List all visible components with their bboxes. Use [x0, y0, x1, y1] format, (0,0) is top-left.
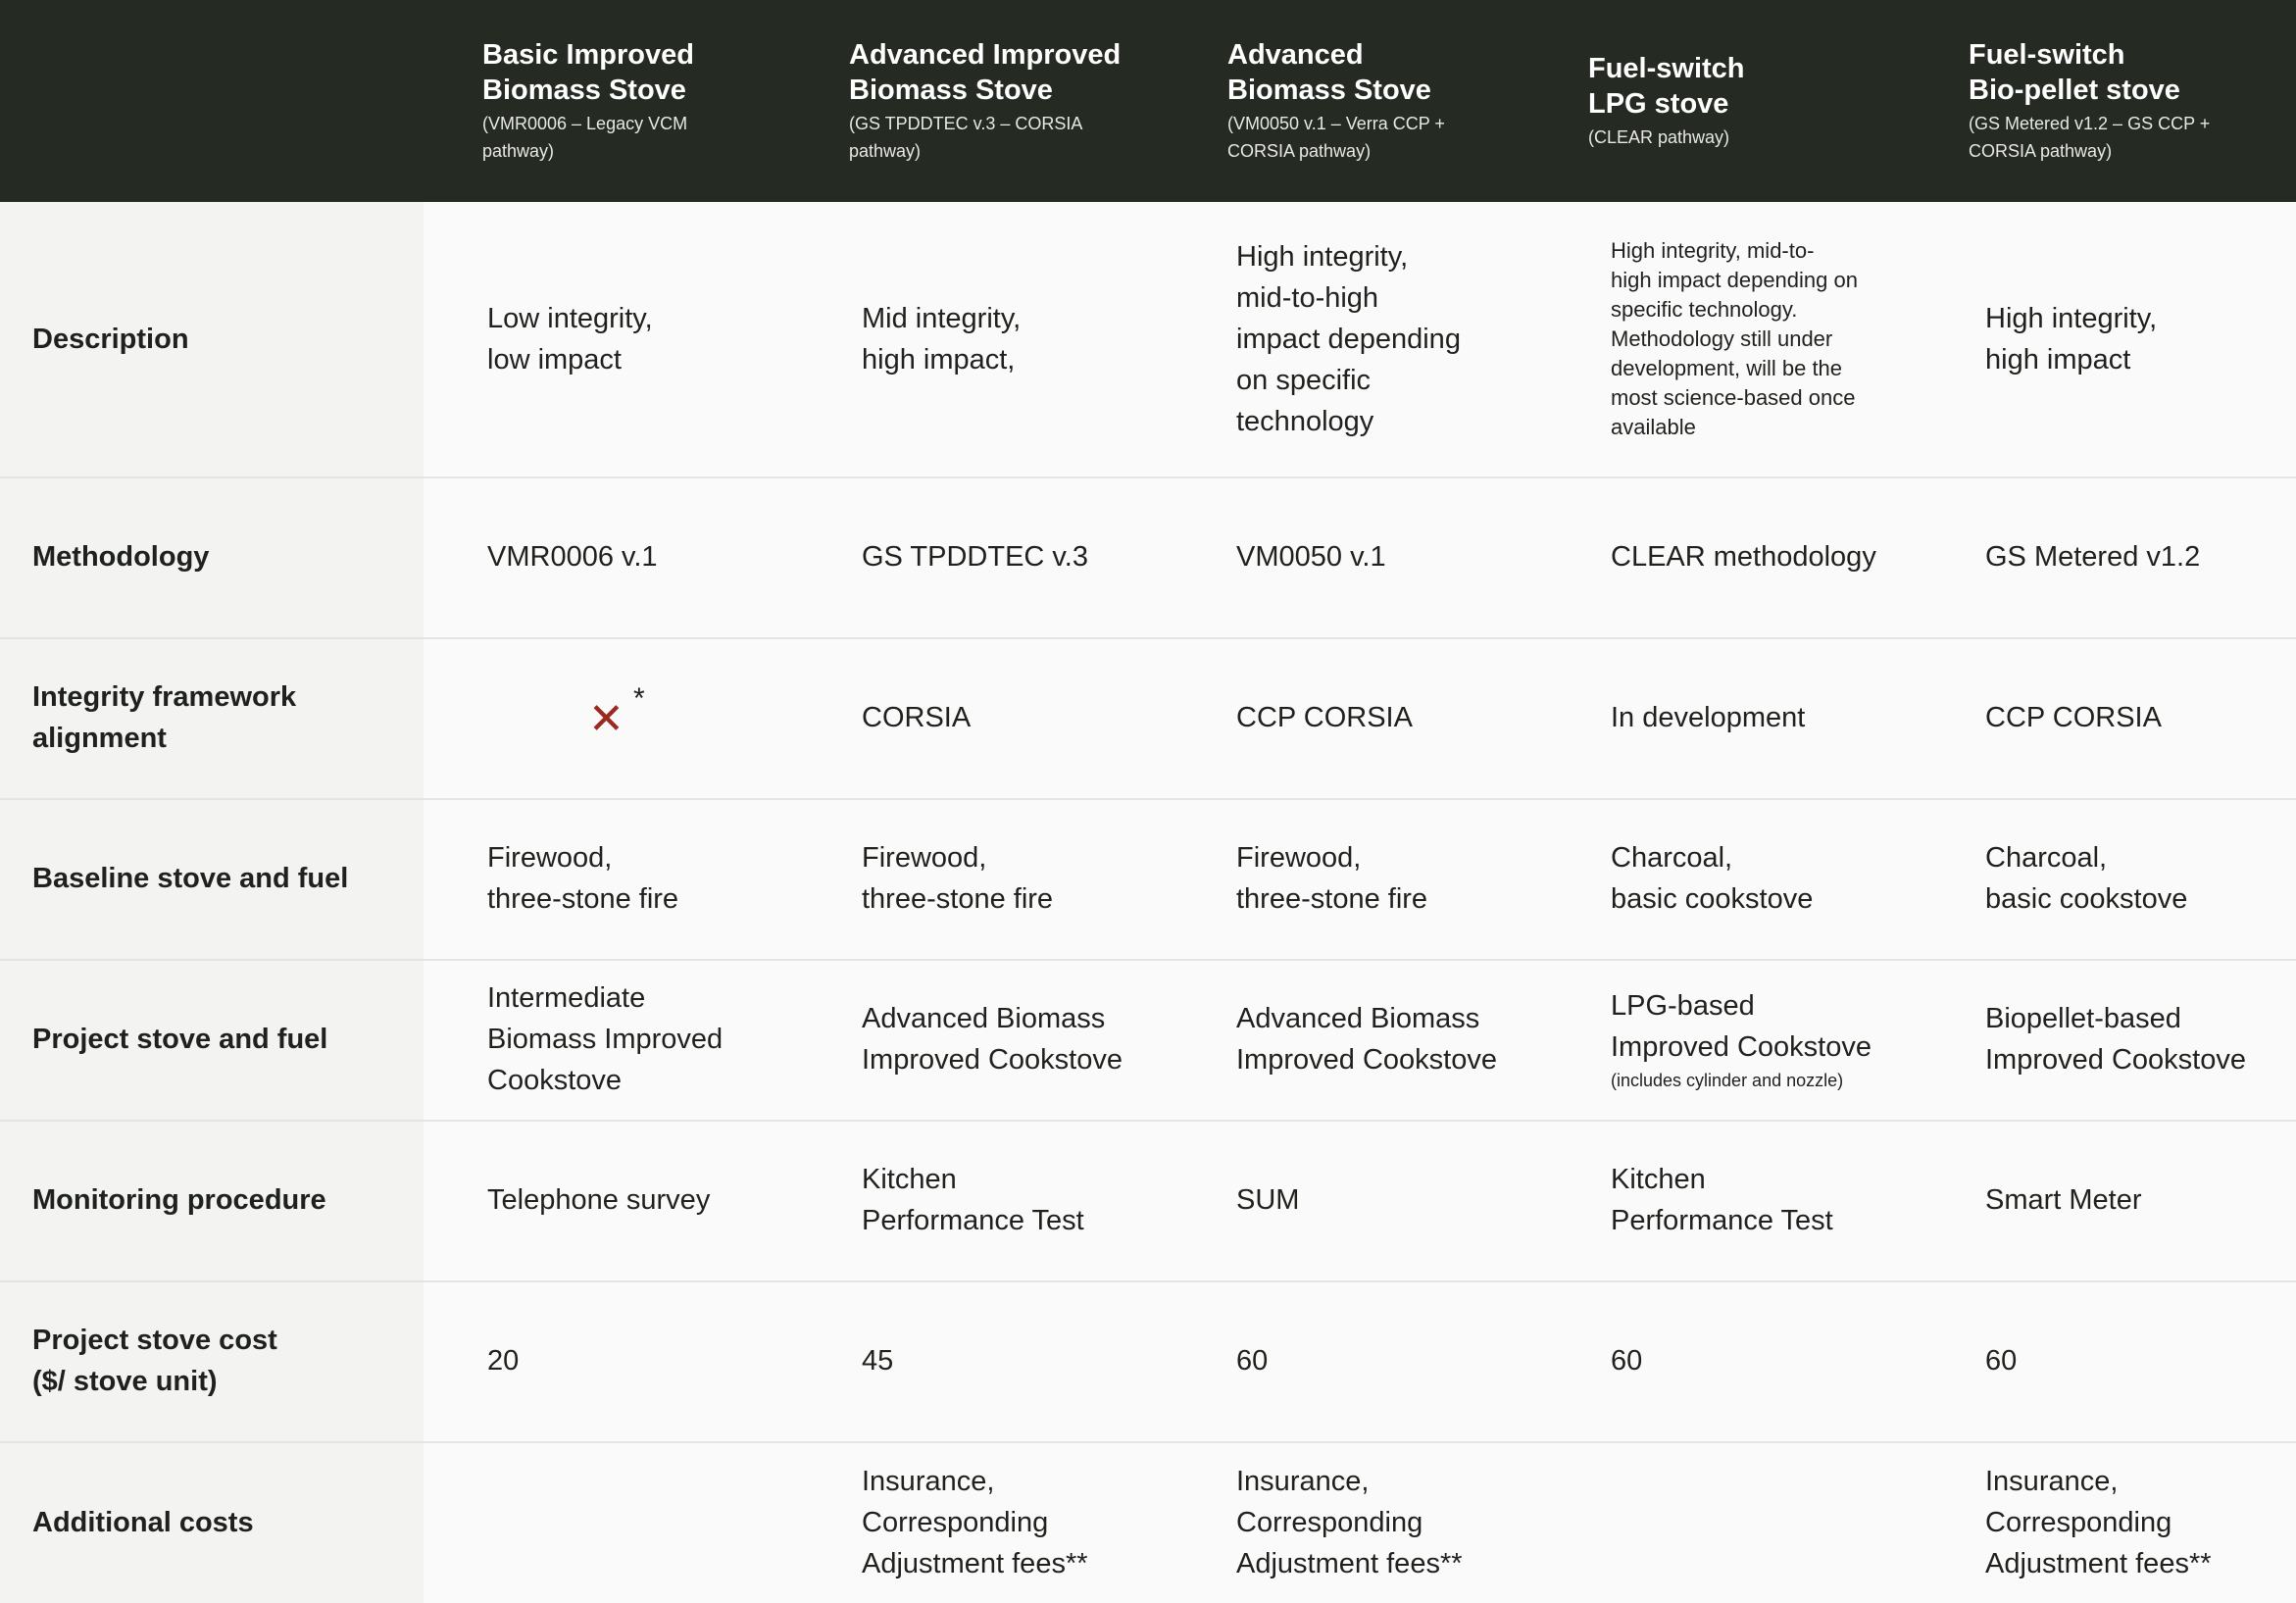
table-cell: Advanced Biomass Improved Cookstove [1236, 1003, 1497, 1076]
header-basic-biomass [482, 37, 806, 165]
table-cell [1611, 1441, 1944, 1603]
x-mark-icon [588, 682, 745, 747]
table-cell: Insurance, Corresponding Adjustment fees** [1236, 1465, 1463, 1579]
column-title: Fuel-switch LPG stove [1588, 53, 1745, 120]
table-cell: Low integrity, low impact [487, 303, 653, 376]
row-label: Baseline stove and fuel [32, 863, 349, 894]
table-cell: CLEAR methodology [1611, 541, 1876, 573]
table-row-methodology [0, 476, 2296, 639]
table-row-monitoring [0, 1120, 2296, 1282]
table-cell: In development [1611, 702, 1806, 733]
row-label: Project stove and fuel [32, 1024, 328, 1055]
table-cell: LPG-based Improved Cookstove (includes cylinder and nozzle) [1611, 959, 1944, 1120]
table-cell: Insurance, Corresponding Adjustment fees** [862, 1465, 1088, 1579]
header-bio-pellet-stove [1969, 37, 2292, 165]
row-label: Description [32, 324, 189, 355]
table-cell: CCP CORSIA [1985, 702, 2162, 733]
table-cell: 60 [1236, 1345, 1269, 1377]
footnote-marker: * [633, 682, 645, 715]
table-row-additional-costs [0, 1441, 2296, 1603]
table-row-project [0, 959, 2296, 1122]
table-cell: Charcoal, basic cookstove [1611, 842, 1814, 915]
table-cell: Biopellet-based Improved Cookstove [1985, 1003, 2246, 1076]
table-cell: Intermediate Biomass Improved Cookstove [487, 982, 724, 1096]
table-cell: 45 [862, 1345, 894, 1377]
column-subtitle: (GS TPDDTEC v.3 – CORSIA pathway) [849, 114, 1083, 161]
column-title: Advanced Biomass Stove [1227, 39, 1431, 106]
header-lpg-stove [1588, 51, 1902, 151]
x-mark-glyph: ✕ [588, 695, 624, 743]
column-title: Fuel-switch Bio-pellet stove [1969, 39, 2180, 106]
table-cell: Kitchen Performance Test [862, 1164, 1084, 1236]
table-cell: CORSIA [862, 702, 972, 733]
column-subtitle: (GS Metered v1.2 – GS CCP + CORSIA pathway) [1969, 114, 2211, 161]
table-cell: Charcoal, basic cookstove [1985, 842, 2188, 915]
table-cell: Firewood, three-stone fire [1236, 842, 1428, 915]
table-cell: SUM [1236, 1184, 1300, 1216]
table-cell: GS Metered v1.2 [1985, 541, 2201, 573]
row-label: Integrity framework alignment [32, 681, 297, 754]
table-cell: VM0050 v.1 [1236, 541, 1386, 573]
table-cell [487, 1441, 821, 1603]
row-label: Methodology [32, 541, 210, 573]
table-cell: High integrity, mid-to-high impact depending on specific technology [1236, 241, 1461, 437]
row-label: Monitoring procedure [32, 1184, 326, 1216]
table-row-integrity [0, 637, 2296, 800]
table-cell: Advanced Biomass Improved Cookstove [862, 1003, 1123, 1076]
table-cell: VMR0006 v.1 [487, 541, 658, 573]
table-cell: Insurance, Corresponding Adjustment fees** [1985, 1465, 2212, 1579]
table-row-description [0, 202, 2296, 478]
table-header [0, 0, 2296, 202]
table-cell: Mid integrity, high impact, [862, 303, 1022, 376]
table-cell: GS TPDDTEC v.3 [862, 541, 1088, 573]
table-cell: Smart Meter [1985, 1184, 2142, 1216]
column-title: Advanced Improved Biomass Stove [849, 39, 1122, 106]
table-cell: Telephone survey [487, 1184, 711, 1216]
table-row-cost [0, 1280, 2296, 1443]
table-cell: High integrity, mid-to- high impact depending on specific technology. Methodology still under development, will be the most science-based once available [1611, 238, 1858, 439]
table-cell: Firewood, three-stone fire [487, 842, 679, 915]
table-cell: 20 [487, 1345, 520, 1377]
row-label: Project stove cost ($/ stove unit) [32, 1325, 277, 1397]
table-cell: CCP CORSIA [1236, 702, 1413, 733]
column-title: Basic Improved Biomass Stove [482, 39, 694, 106]
lpg-note: (includes cylinder and nozzle) [1611, 1071, 1844, 1090]
table-cell: 60 [1611, 1345, 1643, 1377]
table-cell: 60 [1985, 1345, 2018, 1377]
table-cell: Firewood, three-stone fire [862, 842, 1054, 915]
column-subtitle: (VM0050 v.1 – Verra CCP + CORSIA pathway) [1227, 114, 1445, 161]
table-cell: Kitchen Performance Test [1611, 1164, 1833, 1236]
table-cell: High integrity, high impact [1985, 303, 2158, 376]
column-subtitle: (CLEAR pathway) [1588, 127, 1730, 147]
header-advanced-biomass [1227, 37, 1551, 165]
column-subtitle: (VMR0006 – Legacy VCM pathway) [482, 114, 688, 161]
row-label: Additional costs [32, 1506, 254, 1538]
table-cell [588, 637, 784, 798]
header-advanced-improved-biomass [849, 37, 1202, 165]
table-row-baseline [0, 798, 2296, 961]
